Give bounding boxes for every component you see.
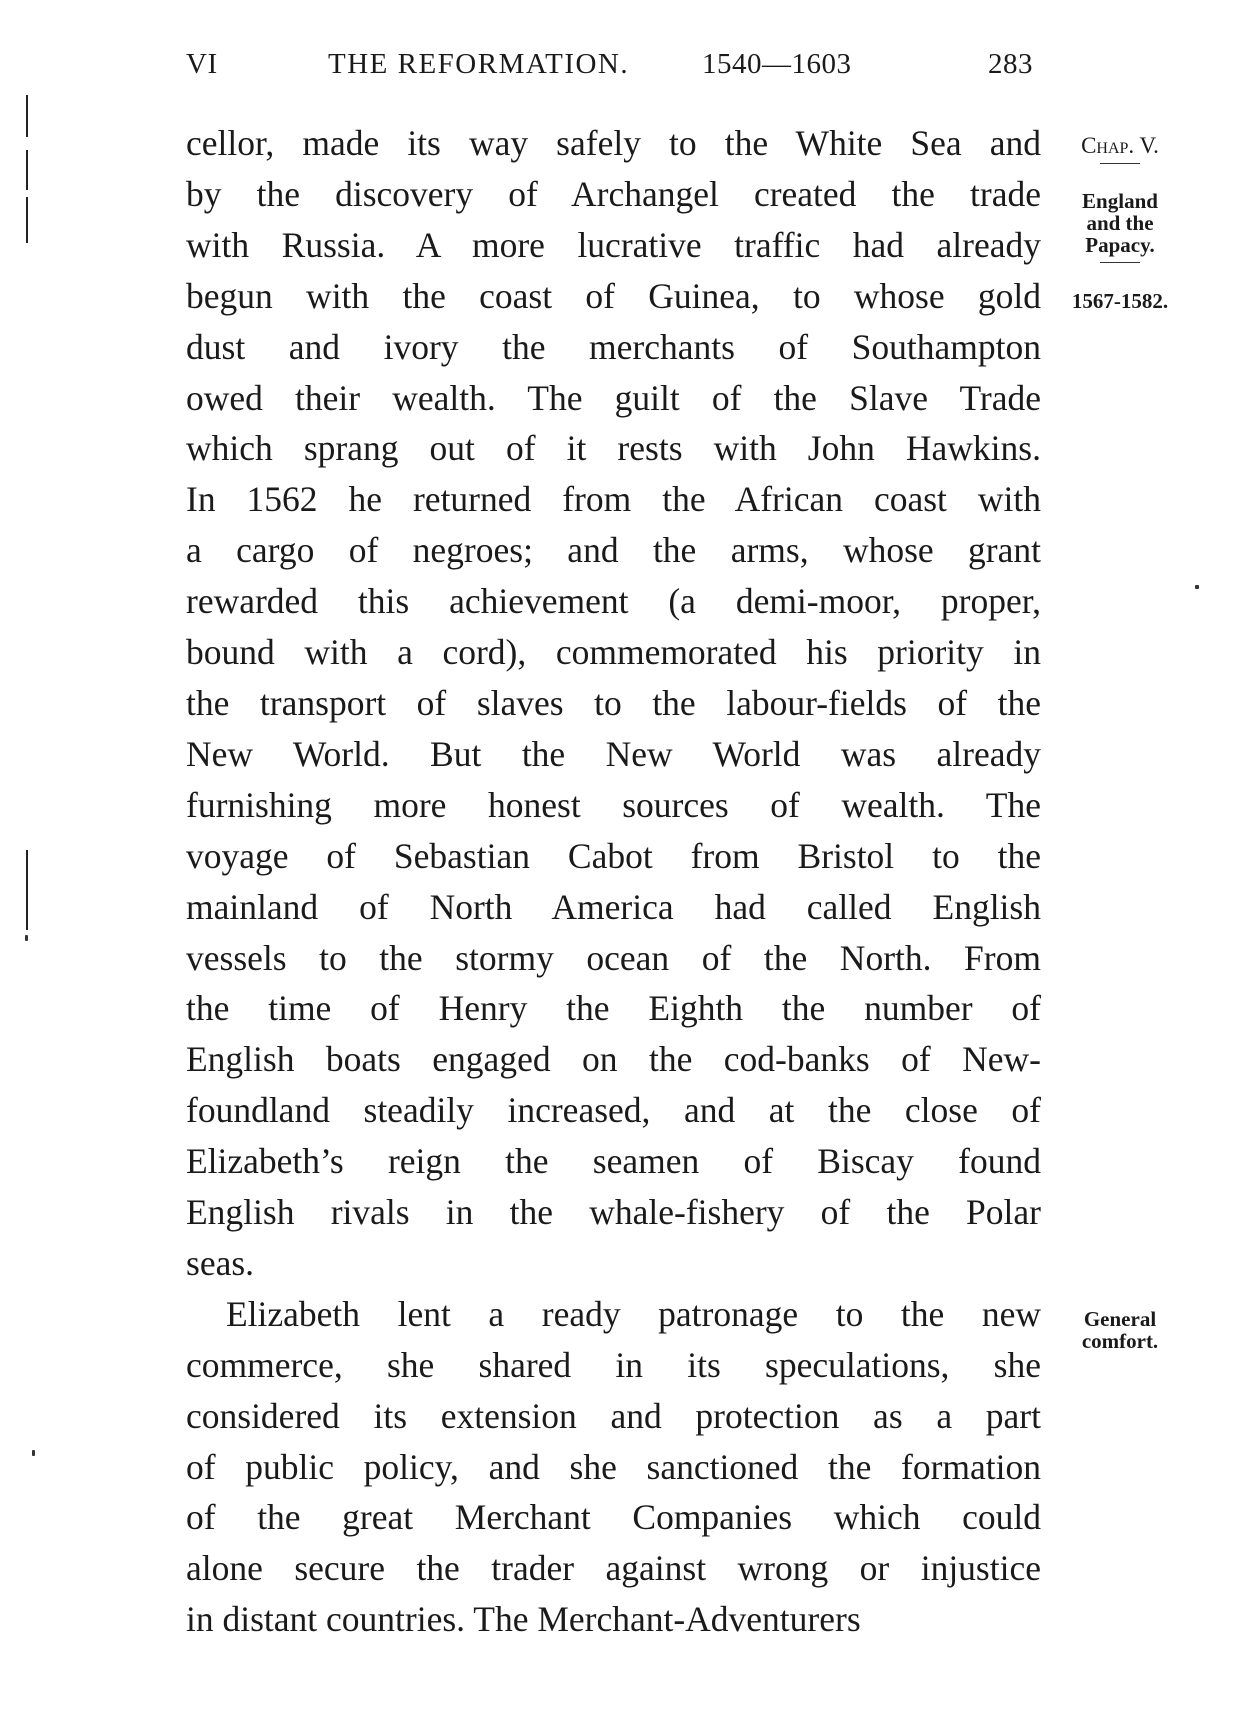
paragraph-1 [186,118,1041,1289]
text-line: bound with a cord), commemorated his priority in [186,632,1041,673]
margin-mark [26,150,28,190]
sidenote-years: 1567-1582. [1071,289,1169,313]
sidenote-chapter-text: Chap. V. [1081,133,1159,158]
sidenote-rule [1100,262,1140,263]
text-line: considered its extension and protection as a part [186,1395,1041,1436]
sidenote-topic [1060,190,1180,271]
sidenote-chapter [1060,135,1180,172]
body-text [186,118,1041,1645]
text-line: foundland steadily increased, and at the close of [186,1090,1041,1131]
text-line: mainland of North America had called English [186,886,1041,927]
text-line: rewarded this achievement (a demi-moor, proper, [186,581,1041,622]
sidenote-topic-line: and the [1086,211,1154,235]
text-line: owed their wealth. The guilt of the Slave Trade [186,377,1041,418]
text-line: English boats engaged on the cod-banks of New- [186,1039,1041,1080]
sidenote-topic-line: Papacy. [1085,233,1155,257]
sidenote-section-line: comfort. [1081,1329,1159,1353]
margin-dot [25,935,28,941]
text-line: seas. [186,1242,255,1283]
text-line: begun with the coast of Guinea, to whose gold [186,275,1041,316]
margin-dot [1195,585,1199,589]
sidenote-general-comfort [1060,1308,1180,1352]
sidenote-rule [1100,163,1140,164]
running-head-years: 1540—1603 [702,48,852,80]
text-line: the transport of slaves to the labour-fields of the [186,682,1041,723]
margin-mark [26,197,28,243]
text-line: Elizabeth lent a ready patronage to the new [226,1293,1041,1334]
margin-mark [26,95,28,137]
text-line: cellor, made its way safely to the White Sea and [186,123,1041,163]
margin-dot [32,1450,35,1456]
text-line: by the discovery of Archangel created the trade [186,173,1041,214]
text-line: voyage of Sebastian Cabot from Bristol to the [186,835,1041,876]
text-line: the time of Henry the Eighth the number of [186,988,1041,1029]
running-head-title: THE REFORMATION. [328,48,630,80]
text-line: alone secure the trader against wrong or injustice [186,1548,1041,1589]
text-line: dust and ivory the merchants of Southampton [186,326,1041,367]
sidenote-topic-line: England [1082,189,1158,213]
text-line: which sprang out of it rests with John Hawkins. [186,428,1041,469]
text-line: of the great Merchant Companies which could [186,1497,1041,1538]
text-line: In 1562 he returned from the African coast with [186,479,1041,520]
margin-mark [26,850,28,930]
page-number: 283 [988,48,1033,80]
text-line: English rivals in the whale-fishery of the Polar [186,1192,1041,1233]
text-line: furnishing more honest sources of wealth. The [186,784,1041,825]
text-line: New World. But the New World was already [186,733,1041,774]
text-line: with Russia. A more lucrative traffic had already [186,224,1041,265]
text-line: commerce, she shared in its speculations, she [186,1344,1041,1385]
text-line: of public policy, and she sanctioned the formation [186,1446,1041,1487]
text-line: Elizabeth’s reign the seamen of Biscay found [186,1141,1041,1182]
text-line: a cargo of negroes; and the arms, whose grant [186,530,1041,571]
sidenote-section-line: General [1083,1307,1157,1331]
paragraph-2 [186,1289,1041,1645]
running-head-chapter: VI [186,48,218,80]
text-line: vessels to the stormy ocean of the North. From [186,937,1041,978]
text-line: in distant countries. The Merchant-Adventurers [186,1599,861,1640]
